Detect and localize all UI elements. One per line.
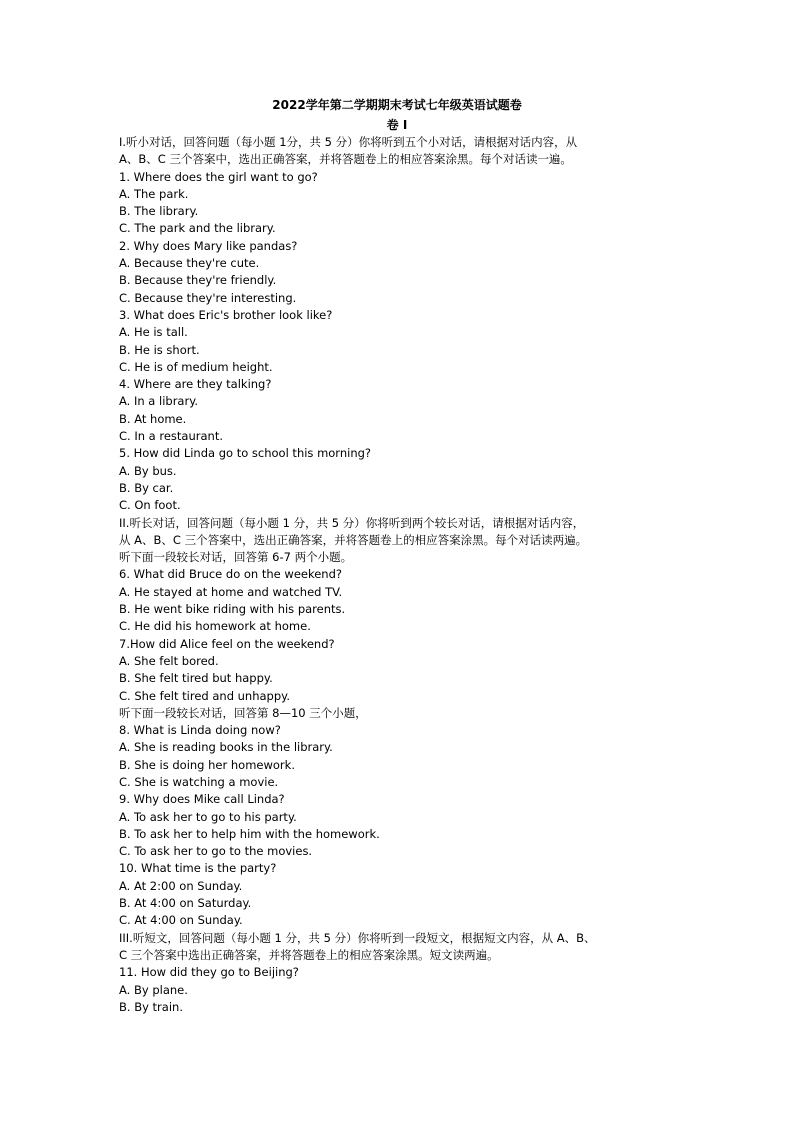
text-line: C. In a restaurant. <box>119 429 223 444</box>
text-line: 10. What time is the party? <box>119 861 277 876</box>
text-line: C. At 4:00 on Sunday. <box>119 913 243 928</box>
text-line: 听下面一段较长对话，回答第 8—10 三个小题， <box>119 705 367 720</box>
text-line: 从 A、B、C 三个答案中，选出正确答案，并将答题卷上的相应答案涂黑。每个对话读两遍。 <box>119 532 588 547</box>
text-line: A. She felt bored. <box>119 653 219 668</box>
text-line: C. On foot. <box>119 498 181 513</box>
text-line: II.听长对话，回答问题（每小题 1 分，共 5 分）你将听到两个较长对话，请根据对话内容， <box>119 515 585 530</box>
text-line: A. In a library. <box>119 394 199 409</box>
text-line: 2. Why does Mary like pandas? <box>119 238 298 253</box>
text-line: C. She is watching a movie. <box>119 774 279 789</box>
text-line: III.听短文，回答问题（每小题 1 分，共 5 分）你将听到一段短文，根据短文内容，从 A、B、 <box>119 930 596 945</box>
text-line: 9. Why does Mike call Linda? <box>119 792 285 807</box>
text-line: 7.How did Alice feel on the weekend? <box>119 636 335 651</box>
text-line: C. He did his homework at home. <box>119 619 311 634</box>
text-line: B. Because they're friendly. <box>119 273 277 288</box>
text-line: A、B、C 三个答案中，选出正确答案，并将答题卷上的相应答案涂黑。每个对话读一遍。 <box>119 152 572 167</box>
text-line: B. She is doing her homework. <box>119 757 295 772</box>
text-line: C. He is of medium height. <box>119 359 273 374</box>
text-line: 8. What is Linda doing now? <box>119 723 281 738</box>
text-line: A. To ask her to go to his party. <box>119 809 297 824</box>
text-line: B. At 4:00 on Saturday. <box>119 896 252 911</box>
text-line: C. Because they're interesting. <box>119 290 297 305</box>
text-line: B. To ask her to help him with the homework. <box>119 826 380 841</box>
text-line: A. Because they're cute. <box>119 256 260 271</box>
exam-content <box>119 134 699 1016</box>
text-line: B. By car. <box>119 480 174 495</box>
text-line: A. He is tall. <box>119 325 188 340</box>
text-line: C. She felt tired and unhappy. <box>119 688 290 703</box>
text-line: 1. Where does the girl want to go? <box>119 169 318 184</box>
text-line: 听下面一段较长对话，回答第 6-7 两个小题。 <box>119 550 353 565</box>
text-line: B. She felt tired but happy. <box>119 671 273 686</box>
text-line: A. The park. <box>119 186 189 201</box>
text-line: C. To ask her to go to the movies. <box>119 844 313 859</box>
text-line: A. She is reading books in the library. <box>119 740 333 755</box>
text-line: A. He stayed at home and watched TV. <box>119 584 343 599</box>
text-line: 6. What did Bruce do on the weekend? <box>119 567 342 582</box>
text-line: C 三个答案中选出正确答案，并将答题卷上的相应答案涂黑。短文读两遍。 <box>119 947 499 962</box>
text-line: A. At 2:00 on Sunday. <box>119 878 243 893</box>
text-line: I.听小对话，回答问题（每小题 1分，共 5 分）你将听到五个小对话，请根据对话内容，从 <box>119 135 578 149</box>
text-line: C. The park and the library. <box>119 221 276 236</box>
section-subtitle: 卷 I <box>386 118 408 132</box>
text-line: B. The library. <box>119 204 199 219</box>
text-line: A. By plane. <box>119 982 188 997</box>
text-line: B. At home. <box>119 411 187 426</box>
text-line: B. He is short. <box>119 342 200 357</box>
page-title: 2022学年第二学期期末考试七年级英语试题卷 <box>272 98 522 112</box>
text-line: A. By bus. <box>119 463 177 478</box>
text-line: 4. Where are they talking? <box>119 377 272 392</box>
text-line: B. He went bike riding with his parents. <box>119 602 346 617</box>
text-line: 3. What does Eric's brother look like? <box>119 307 333 322</box>
text-line: 5. How did Linda go to school this morning? <box>119 446 372 461</box>
text-line: 11. How did they go to Beijing? <box>119 965 299 980</box>
text-line: B. By train. <box>119 999 183 1014</box>
